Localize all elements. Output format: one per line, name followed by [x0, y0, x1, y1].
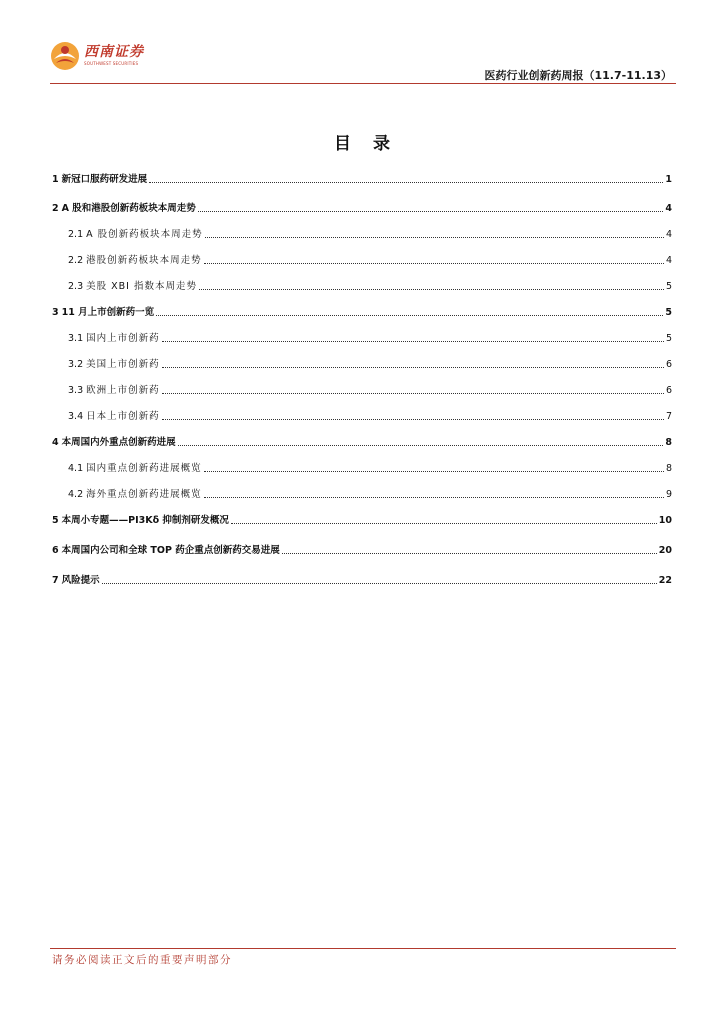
- toc-dot-leader: [198, 211, 664, 212]
- toc-entry-number: 3.4: [68, 411, 84, 422]
- toc-entry-number: 1: [52, 174, 59, 185]
- toc-entry[interactable]: [52, 543, 672, 557]
- toc-entry-number: 2: [52, 203, 59, 214]
- page-header: [50, 38, 676, 84]
- company-logo: [50, 38, 144, 71]
- toc-entry-title: 国内重点创新药进展概览: [86, 463, 202, 474]
- toc-entry-number: 7: [52, 575, 59, 586]
- toc-entry-title: 风险提示: [61, 575, 100, 586]
- toc-entry-title: 海外重点创新药进展概览: [86, 489, 202, 500]
- toc-entry[interactable]: [52, 513, 672, 527]
- toc-entry[interactable]: [68, 487, 672, 501]
- toc-dot-leader: [231, 523, 657, 524]
- toc-entry-page: 20: [658, 545, 672, 556]
- toc-entry[interactable]: [52, 435, 672, 449]
- toc-entry-page: 4: [665, 255, 672, 266]
- toc-entry[interactable]: [68, 357, 672, 371]
- toc-entry[interactable]: [68, 253, 672, 267]
- toc-entry-number: 4.2: [68, 489, 84, 500]
- toc-entry[interactable]: [52, 172, 672, 186]
- toc-entry-number: 3.2: [68, 359, 84, 370]
- toc-entry[interactable]: [68, 331, 672, 345]
- toc-dot-leader: [204, 497, 664, 498]
- toc-entry-page: 4: [665, 229, 672, 240]
- toc-dot-leader: [156, 315, 663, 316]
- toc-dot-leader: [204, 263, 664, 264]
- toc-entry-title: 国内上市创新药: [86, 333, 160, 344]
- toc-entry-title: 新冠口服药研发进展: [61, 174, 148, 185]
- toc-entry-page: 1: [665, 174, 672, 185]
- toc-entry-page: 6: [665, 385, 672, 396]
- logo-english-name: SOUTHWEST SECURITIES: [84, 61, 139, 66]
- toc-entry-title: 本周国内外重点创新药进展: [61, 437, 176, 448]
- toc-entry-title: 港股创新药板块本周走势: [86, 255, 202, 266]
- toc-entry-number: 3.3: [68, 385, 84, 396]
- toc-entry-number: 6: [52, 545, 59, 556]
- toc-entry[interactable]: [68, 279, 672, 293]
- toc-entry-number: 2.3: [68, 281, 84, 292]
- toc-entry-title: 美股 XBI 指数本周走势: [86, 281, 197, 292]
- toc-entry-title: 欧洲上市创新药: [86, 385, 160, 396]
- toc-entry-page: 5: [665, 333, 672, 344]
- toc-entry[interactable]: [68, 227, 672, 241]
- toc-dot-leader: [102, 583, 657, 584]
- toc-entry-page: 8: [665, 463, 672, 474]
- toc-entry-page: 10: [658, 515, 672, 526]
- toc-dot-leader: [205, 237, 664, 238]
- toc-entry[interactable]: [68, 409, 672, 423]
- toc-dot-leader: [149, 182, 663, 183]
- footer-notice: 请务必阅读正文后的重要声明部分: [52, 954, 232, 966]
- toc-dot-leader: [199, 289, 664, 290]
- toc-entry-page: 7: [665, 411, 672, 422]
- report-title: 医药行业创新药周报（11.7-11.13）: [484, 69, 672, 82]
- toc-entry-page: 5: [665, 307, 672, 318]
- toc-entry-title: 本周小专题——PI3Kδ 抑制剂研发概况: [61, 515, 229, 526]
- toc-entry-page: 8: [665, 437, 672, 448]
- toc-entry-page: 9: [665, 489, 672, 500]
- header-divider: [50, 83, 676, 84]
- toc-entry-number: 2.2: [68, 255, 84, 266]
- footer-divider: [50, 948, 676, 949]
- toc-entry[interactable]: [52, 305, 672, 319]
- toc-entry-title: 本周国内公司和全球 TOP 药企重点创新药交易进展: [61, 545, 280, 556]
- toc-entry-number: 3: [52, 307, 59, 318]
- toc-entry-number: 5: [52, 515, 59, 526]
- logo-chinese-name: 西南证券: [84, 44, 144, 60]
- toc-entry-number: 4: [52, 437, 59, 448]
- toc-entry[interactable]: [52, 201, 672, 215]
- toc-dot-leader: [162, 367, 664, 368]
- toc-dot-leader: [282, 553, 657, 554]
- toc-entry-number: 4.1: [68, 463, 84, 474]
- toc-entry[interactable]: [52, 573, 672, 587]
- toc-entry-title: 日本上市创新药: [86, 411, 160, 422]
- toc-entry-page: 22: [658, 575, 672, 586]
- toc-entry[interactable]: [68, 383, 672, 397]
- toc-entry-title: A 股创新药板块本周走势: [86, 229, 203, 240]
- toc-dot-leader: [178, 445, 664, 446]
- toc-entry-page: 5: [665, 281, 672, 292]
- toc-entry-title: 美国上市创新药: [86, 359, 160, 370]
- toc-entry-title: 11 月上市创新药一览: [61, 307, 155, 318]
- toc-entry-page: 4: [665, 203, 672, 214]
- toc-dot-leader: [162, 341, 664, 342]
- toc-entry-title: A 股和港股创新药板块本周走势: [61, 203, 196, 214]
- toc-dot-leader: [204, 471, 664, 472]
- toc-entry-page: 6: [665, 359, 672, 370]
- toc-entry-number: 3.1: [68, 333, 84, 344]
- toc-entry[interactable]: [68, 461, 672, 475]
- logo-emblem-icon: [50, 41, 80, 71]
- toc-entry-number: 2.1: [68, 229, 84, 240]
- toc-dot-leader: [162, 393, 664, 394]
- toc-dot-leader: [162, 419, 664, 420]
- toc-heading: 目 录: [334, 134, 398, 154]
